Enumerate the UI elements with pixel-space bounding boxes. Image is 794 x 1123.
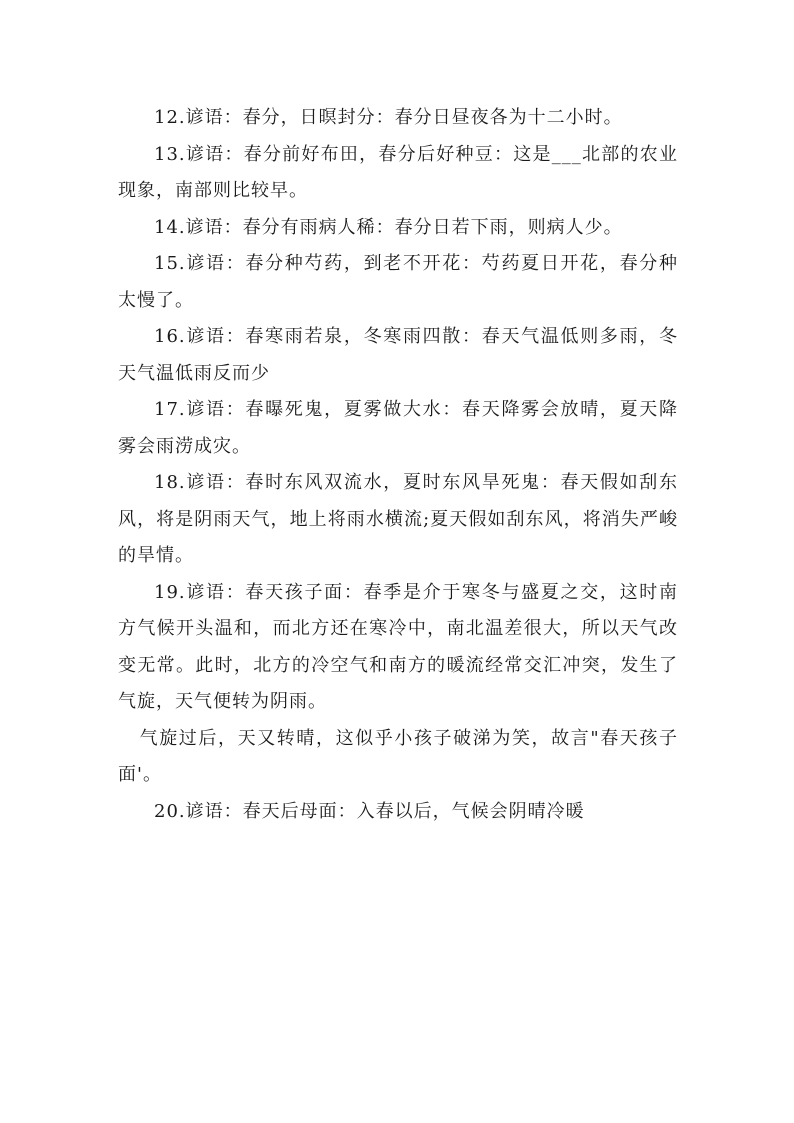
paragraph-13: 13.谚语：春分前好布田，春分后好种豆：这是___北部的农业现象，南部则比较早。 (118, 143, 678, 201)
paragraph-18: 18.谚语：春时东风双流水，夏时东风旱死鬼：春天假如刮东风，将是阴雨天气，地上将雨水横流;夏天假如刮东风，将消失严峻的旱情。 (118, 472, 678, 566)
paragraph-19: 19.谚语：春天孩子面：春季是介于寒冬与盛夏之交，这时南方气候开头温和，而北方还在寒冷中，南北温差很大，所以天气改变无常。此时，北方的冷空气和南方的暖流经常交汇冲突，发生了气旋，天气便转为阴雨。 (118, 581, 678, 712)
document-body (118, 100, 678, 830)
paragraph-14: 14.谚语：春分有雨病人稀：春分日若下雨，则病人少。 (154, 216, 623, 238)
paragraph-15: 15.谚语：春分种芍药，到老不开花：芍药夏日开花，春分种太慢了。 (118, 253, 678, 311)
paragraph-12: 12.谚语：春分，日暝封分：春分日昼夜各为十二小时。 (154, 107, 623, 128)
paragraph-20: 20.谚语：春天后母面：入春以后，气候会阴晴冷暖 (154, 800, 585, 822)
paragraph-19-continued: 气旋过后，天又转晴，这似乎小孩子破涕为笑，故言"春天孩子面'。 (118, 727, 678, 785)
paragraph-16: 16.谚语：春寒雨若泉，冬寒雨四散：春天气温低则多雨，冬天气温低雨反而少 (118, 326, 678, 384)
paragraph-17: 17.谚语：春曝死鬼，夏雾做大水：春天降雾会放晴，夏天降雾会雨涝成灾。 (118, 399, 678, 457)
